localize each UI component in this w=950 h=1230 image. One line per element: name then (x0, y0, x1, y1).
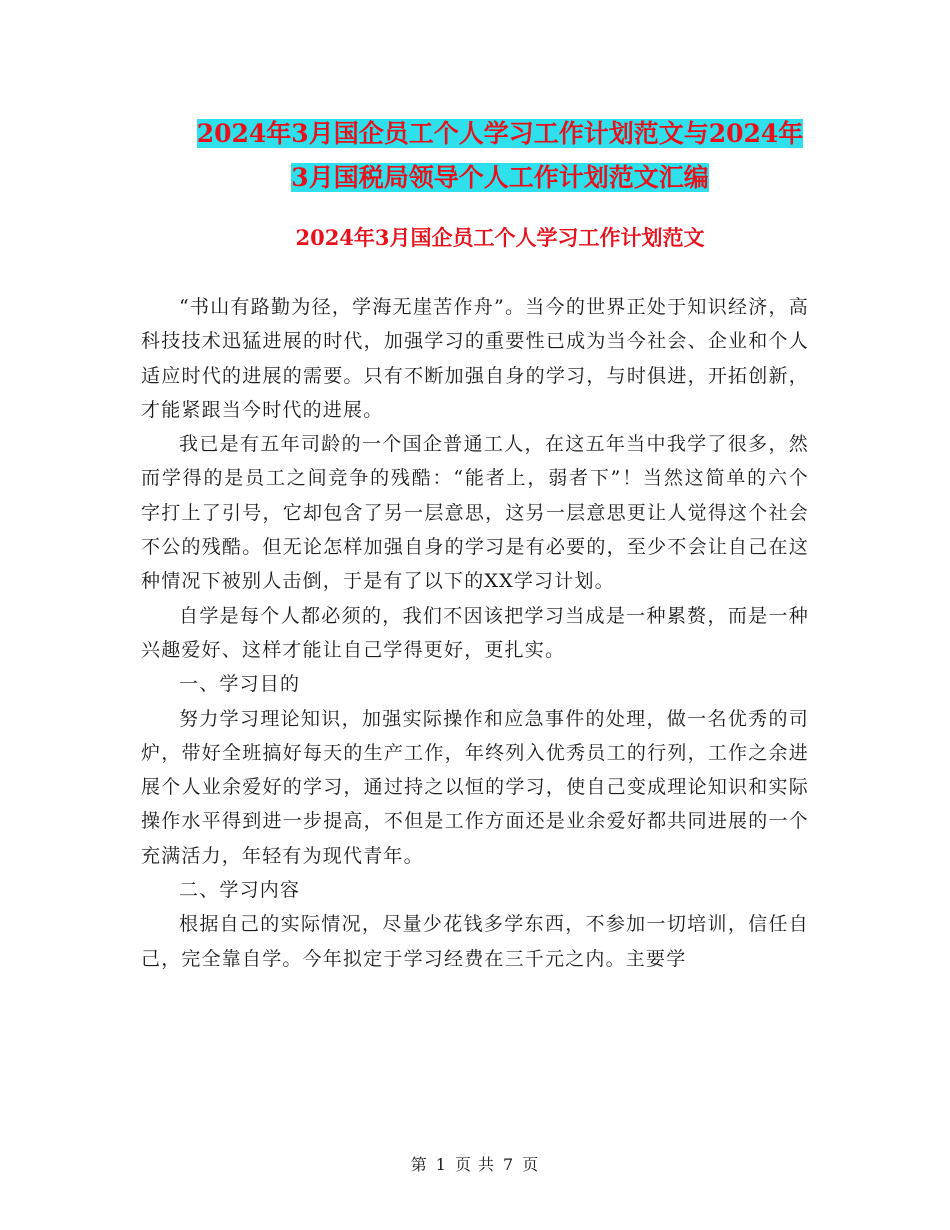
footer-suffix: 页 (522, 1155, 540, 1174)
document-title-line-1: 2024年3月国企员工个人学习工作计划范文与2024年 (196, 119, 804, 148)
document-title-line-2: 3月国税局领导个人工作计划范文汇编 (291, 163, 709, 192)
paragraph: “书山有路勤为径，学海无崖苦作舟”。当今的世界正处于知识经济，高科技技术迅猛进展的时代，加强学习的重要性已成为当今社会、企业和个人适应时代的进展的需要。只有不断加强自身的学习，与时俱进，开拓创新，才能紧跟当今时代的进展。 (141, 296, 809, 421)
page-footer (0, 1152, 950, 1175)
footer-total-pages: 7 (503, 1155, 515, 1174)
paragraph: 努力学习理论知识，加强实际操作和应急事件的处理，做一名优秀的司炉，带好全班搞好每天的生产工作，年终列入优秀员工的行列，工作之余进展个人业余爱好的学习，通过持之以恒的学习，使自己变成理论知识和实际操作水平得到进一步提高，不但是工作方面还是业余爱好都共同进展的一个充满活力，年轻有为现代青年。 (141, 707, 809, 867)
heading-learning-content: 二、学习内容 (179, 879, 301, 902)
paragraph: 我已是有五年司龄的一个国企普通工人，在这五年当中我学了很多，然而学得的是员工之间竞争的残酷：“能者上，弱者下”！当然这简单的六个字打上了引号，它却包含了另一层意思，这另一层意思更让人觉得这个社会不公的残酷。但无论怎样加强自身的学习是有必要的，至少不会让自己在这种情况下被别人击倒，于是有了以下的XX学习计划。 (141, 433, 809, 593)
footer-prefix: 第 (410, 1155, 428, 1174)
document-title (140, 112, 860, 200)
paragraph: 自学是每个人都必须的，我们不因该把学习当成是一种累赘，而是一种兴趣爱好、这样才能让自己学得更好，更扎实。 (141, 604, 809, 661)
document-body (141, 290, 809, 976)
footer-page-number: 1 (435, 1155, 447, 1174)
heading-learning-purpose: 一、学习目的 (179, 673, 301, 696)
paragraph: 根据自己的实际情况，尽量少花钱多学东西，不参加一切培训，信任自己，完全靠自学。今年拟定于学习经费在三千元之内。主要学 (141, 913, 809, 970)
footer-middle: 页 共 (454, 1155, 496, 1174)
section-title: 2024年3月国企员工个人学习工作计划范文 (295, 225, 705, 250)
